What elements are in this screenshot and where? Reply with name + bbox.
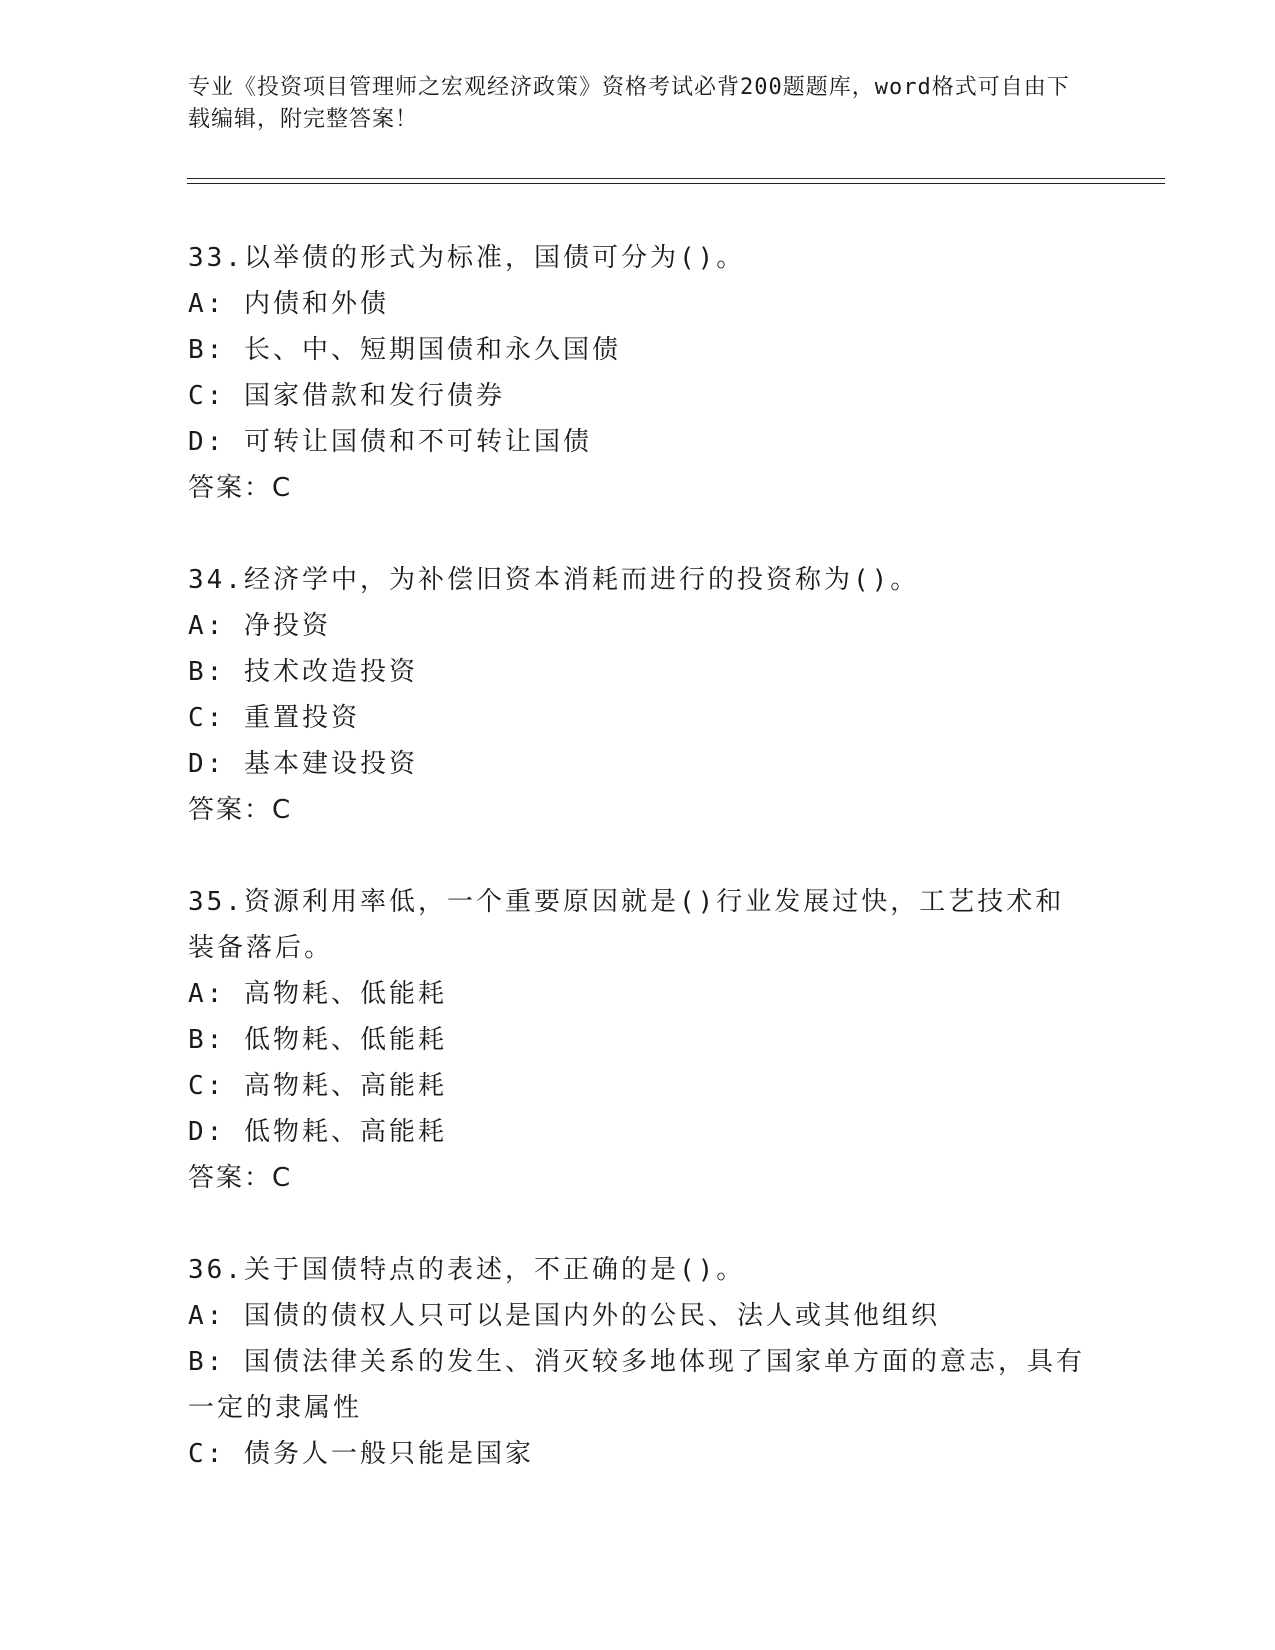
question-34 bbox=[188, 557, 1088, 833]
option-a: A: 净投资 bbox=[188, 611, 331, 641]
question-stem: 35.资源利用率低，一个重要原因就是()行业发展过快，工艺技术和装备落后。 bbox=[188, 887, 1065, 963]
option-b: B: 低物耗、低能耗 bbox=[188, 1025, 447, 1055]
option-d: D: 基本建设投资 bbox=[188, 749, 418, 779]
option-a: A: 国债的债权人只可以是国内外的公民、法人或其他组织 bbox=[188, 1301, 940, 1331]
option-a: A: 高物耗、低能耗 bbox=[188, 979, 447, 1009]
question-33 bbox=[188, 235, 1088, 511]
question-36 bbox=[188, 1247, 1088, 1477]
answer-label: 答案：C bbox=[188, 795, 293, 825]
question-35 bbox=[188, 879, 1088, 1201]
question-stem: 36.关于国债特点的表述，不正确的是()。 bbox=[188, 1255, 746, 1285]
option-d: D: 可转让国债和不可转让国债 bbox=[188, 427, 592, 457]
document-header: 专业《投资项目管理师之宏观经济政策》资格考试必背200题题库，word格式可自由下载编辑，附完整答案！ bbox=[188, 75, 1070, 132]
option-b: B: 国债法律关系的发生、消灭较多地体现了国家单方面的意志，具有一定的隶属性 bbox=[188, 1347, 1085, 1423]
option-a: A: 内债和外债 bbox=[188, 289, 389, 319]
option-c: C: 国家借款和发行债券 bbox=[188, 381, 505, 411]
question-list bbox=[188, 235, 1088, 1523]
option-c: C: 债务人一般只能是国家 bbox=[188, 1439, 534, 1469]
answer-label: 答案：C bbox=[188, 1163, 293, 1193]
option-c: C: 高物耗、高能耗 bbox=[188, 1071, 447, 1101]
question-stem: 33.以举债的形式为标准，国债可分为()。 bbox=[188, 243, 746, 273]
question-stem: 34.经济学中，为补偿旧资本消耗而进行的投资称为()。 bbox=[188, 565, 920, 595]
header-double-rule bbox=[187, 178, 1165, 184]
option-d: D: 低物耗、高能耗 bbox=[188, 1117, 447, 1147]
option-c: C: 重置投资 bbox=[188, 703, 360, 733]
option-b: B: 长、中、短期国债和永久国债 bbox=[188, 335, 621, 365]
answer-label: 答案：C bbox=[188, 473, 293, 503]
option-b: B: 技术改造投资 bbox=[188, 657, 418, 687]
